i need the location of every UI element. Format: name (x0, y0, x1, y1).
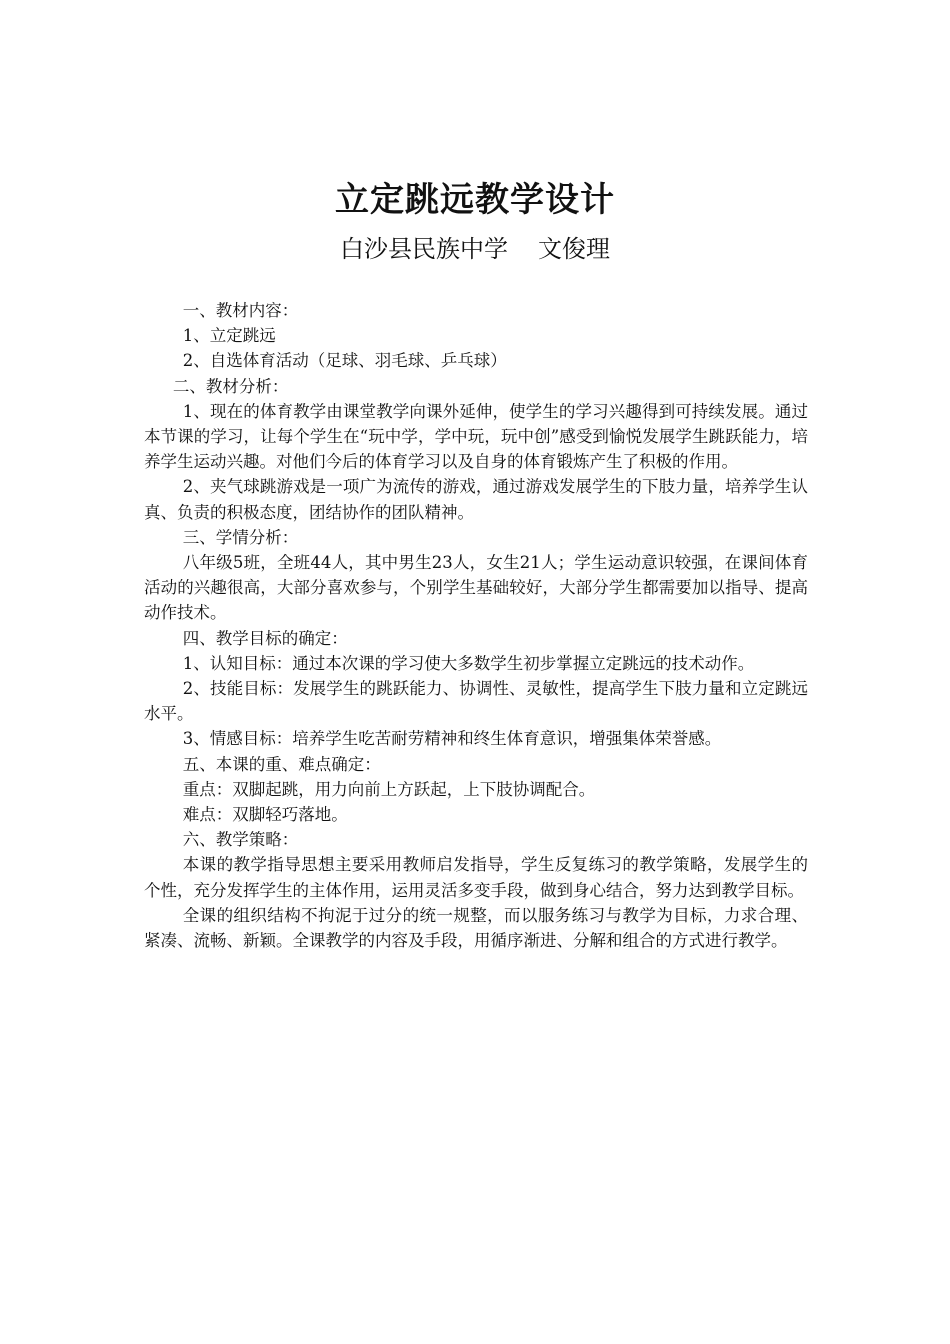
author-line (0, 231, 950, 267)
school-name: 白沙县民族中学 (340, 235, 508, 263)
paragraph: 1、现在的体育教学由课堂教学向课外延伸，使学生的学习兴趣得到可持续发展。通过本节课的学习，让每个学生在“玩中学，学中玩，玩中创”感受到愉悦发展学生跳跃能力，培养学生运动兴趣。对他们今后的体育学习以及自身的体育锻炼产生了积极的作用。 (144, 401, 808, 472)
author-name: 文俊理 (538, 235, 610, 263)
paragraph: 2、技能目标：发展学生的跳跃能力、协调性、灵敏性，提高学生下肢力量和立定跳远水平。 (144, 679, 808, 724)
document-body (144, 298, 808, 953)
paragraph: 全课的组织结构不拘泥于过分的统一规整，而以服务练习与教学为目标，力求合理、紧凑、流畅、新颖。全课教学的内容及手段，用循序渐进、分解和组合的方式进行教学。 (144, 905, 808, 951)
section-heading: 六、教学策略： (182, 830, 299, 850)
paragraph: 1、立定跳远 (182, 326, 276, 346)
section-heading: 二、教材分析： (172, 376, 289, 396)
paragraph: 八年级5班，全班44人，其中男生23人，女生21人；学生运动意识较强，在课间体育活动的兴趣很高，大部分喜欢参与，个别学生基础较好，大部分学生都需要加以指导、提高动作技术。 (144, 553, 808, 623)
section-heading: 四、教学目标的确定： (182, 628, 348, 648)
paragraph: 重点：双脚起跳，用力向前上方跃起，上下肢协调配合。 (182, 779, 596, 799)
paragraph: 1、认知目标：通过本次课的学习使大多数学生初步掌握立定跳远的技术动作。 (182, 653, 755, 673)
section-heading: 五、本课的重、难点确定： (182, 754, 381, 774)
paragraph: 3、情感目标：培养学生吃苦耐劳精神和终生体育意识，增强集体荣誉感。 (182, 729, 722, 749)
paragraph: 2、自选体育活动（足球、羽毛球、乒乓球） (182, 351, 507, 371)
section-heading: 一、教材内容： (182, 301, 299, 320)
section-heading: 三、学情分析： (182, 527, 299, 547)
page-title: 立定跳远教学设计 (335, 180, 615, 220)
paragraph: 难点：双脚轻巧落地。 (182, 805, 348, 825)
paragraph: 本课的教学指导思想主要采用教师启发指导，学生反复练习的教学策略，发展学生的个性，充分发挥学生的主体作用，运用灵活多变手段，做到身心结合，努力达到教学目标。 (144, 855, 808, 900)
paragraph: 2、夹气球跳游戏是一项广为流传的游戏，通过游戏发展学生的下肢力量，培养学生认真、负责的积极态度，团结协作的团队精神。 (144, 477, 808, 522)
